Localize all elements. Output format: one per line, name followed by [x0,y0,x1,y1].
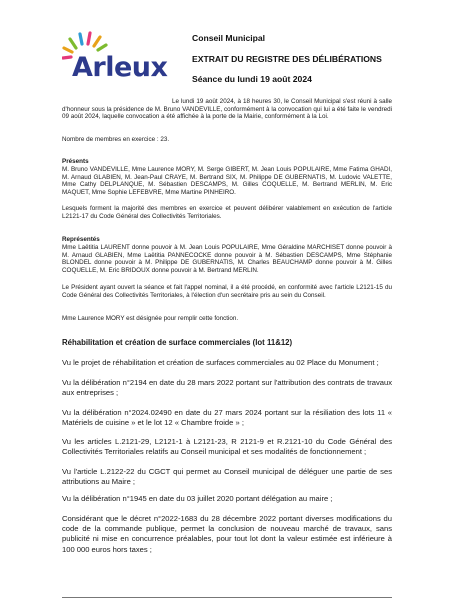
intro-paragraph: Le lundi 19 août 2024, à 18 heures 30, le Conseil Municipal s'est réuni à salle d'honneur sous la présidence de M. Bruno VANDEVILLE, conformément à la convocation qui lui a été faite le vendredi 09 août 2024, laquelle convocation a été affichée à la porte de la Mairie, conformément à la Loi. [62,98,392,121]
logo-wordmark: Arleux [72,52,168,83]
paragraph-decree: Considérant que le décret n°2022-1683 du 28 décembre 2022 portant diverses modifications du code de la commande publique, permet la conclusion de nouveau marché de travaux, sans publicité ni mise en concurrence préalables, pour tout lot dont la valeur estimée est inférieure à 100 000 euros hors taxes ; [62,514,392,554]
members-count: Nombre de membres en exercice : 23. [62,136,170,143]
paragraph-delegation: Vu la délibération n°1945 en date du 03 juillet 2020 portant délégation au maire ; [62,494,333,503]
paragraph-project: Vu le projet de réhabilitation et création de surfaces commerciales au 02 Place du Monument ; [62,358,379,367]
paragraph-cgct: Vu l'article L.2122-22 du CGCT qui permet au Conseil municipal de déléguer une partie de ses attributions au Maire ; [62,467,392,487]
secretary-line: Mme Laurence MORY est désignée pour remplir cette fonction. [62,315,239,322]
footer-divider [62,597,392,598]
majority-text: Lesquels forment la majorité des membres en exercice et peuvent délibérer valablement en exécution de l'article L2121-17 du Code Général des Collectivités Territoriales. [62,205,392,220]
arleux-logo [62,30,168,88]
represented-list: Mme Laëtitia LAURENT donne pouvoir à M. Jean Louis POPULAIRE, Mme Géraldine MARCHISET donne pouvoir à M. Arnaud GLABIEN, Mme Laëtitia PANNECOCKE donne pouvoir à M. Sébastien DESCAMPS, Mme Stéphanie BLONDEL donne pouvoir à M. Philippe DE GUBERNATIS, M. Charles BEAUCHAMP donne pouvoir à M. Gilles COQUELLE, M. Eric BRIDOUX donne pouvoir à M. Bertrand MERLIN. [62,244,392,274]
session-date: Séance du lundi 19 août 2024 [192,74,312,84]
paragraph-articles: Vu les articles L.2121-29, L2121-1 à L2121-23, R 2121-9 et R.2121-10 du Code Général des Collectivités Territoriales relatifs au Conseil municipal et ses modalités de fonctionnement ; [62,437,392,457]
president-paragraph: Le Président ayant ouvert la séance et fait l'appel nominal, il a été procédé, en conformité avec l'article L2121-15 du Code Général des Collectivités Territoriales, à l'élection d'un secrétaire pris au sein du Conseil. [62,284,392,299]
presents-heading: Présents [62,158,89,165]
presents-list: M. Bruno VANDEVILLE, Mme Laurence MORY, M. Serge GIBERT, M. Jean Louis POPULAIRE, Mme Fatima GHADI, M. Arnaud GLABIEN, M. Jean-Paul CRAYE, M. Bertrand SIX, M. Philippe DE GUBERNATIS, M. Ludovic VALETTE, Mme Cathy DELPLANQUE, M. Sébastien DESCAMPS, M. Gilles COQUELLE, M. Bertrand MERLIN, M. Eric MAQUET, Mme Sophie LEFEBVRE, Mme Martine PINHEIRO. [62,166,392,196]
represented-heading: Représentés [62,236,100,243]
paragraph-deliberation-2194: Vu la délibération n°2194 en date du 28 mars 2022 portant sur l'attribution des contrats de travaux aux entreprises ; [62,378,392,398]
header-subtitle: EXTRAIT DU REGISTRE DES DÉLIBÉRATIONS [192,54,382,64]
header-title: Conseil Municipal [192,33,266,43]
paragraph-deliberation-2024: Vu la délibération n°2024.02490 en date du 27 mars 2024 portant sur la résiliation des lots 11 « Matériels de cuisine » et le lot 12 « Chambre froide » ; [62,408,392,428]
section-title: Réhabilitation et création de surface commerciales (lot 11&12) [62,338,293,347]
